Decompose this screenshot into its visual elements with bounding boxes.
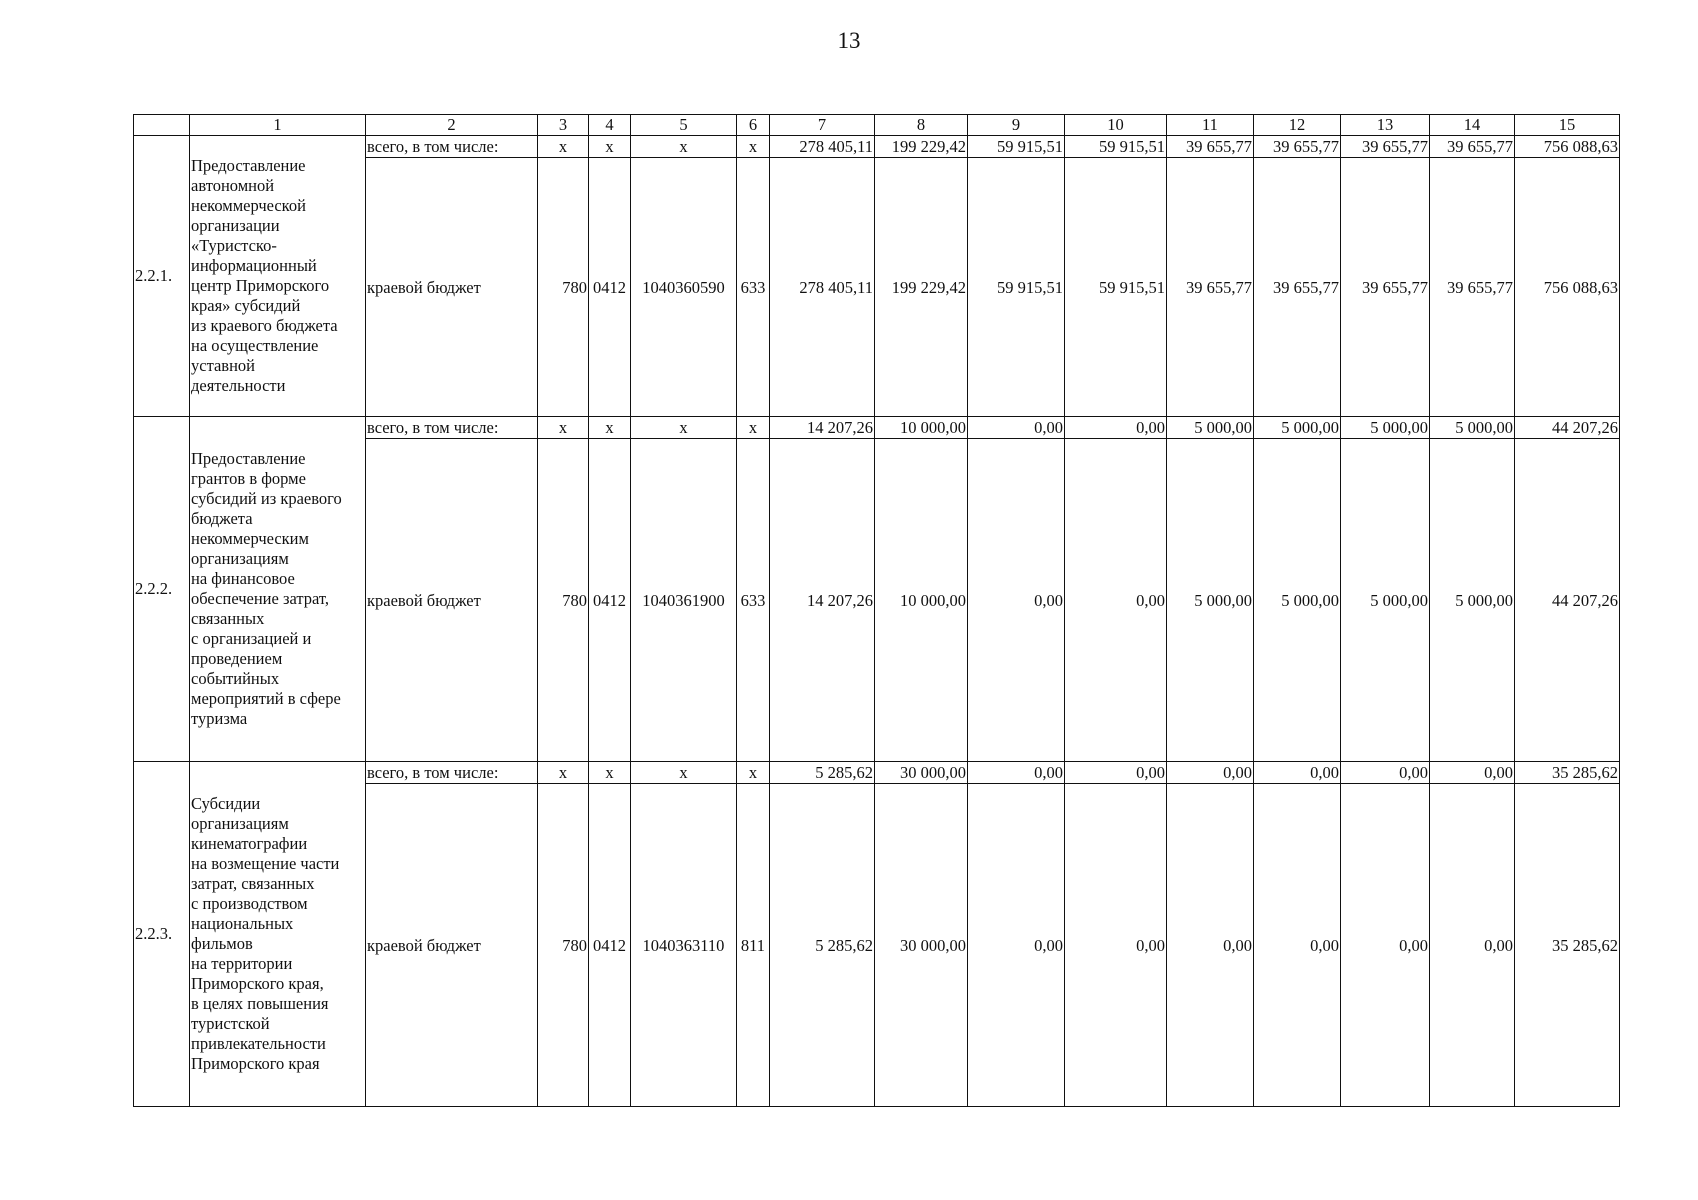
description-line: событийных [191, 669, 280, 688]
item-index: 2.2.2. [134, 417, 190, 762]
code-cell: 0412 [589, 784, 631, 1107]
description-line: Приморского края, [191, 974, 324, 993]
code-cell: 780 [538, 158, 589, 417]
description-line: бюджета [191, 509, 253, 528]
budget-label: краевой бюджет [366, 158, 538, 417]
description-line: организации [191, 216, 280, 235]
value-cell: 0,00 [968, 439, 1065, 762]
header-cell: 2 [366, 115, 538, 136]
code-cell: х [631, 417, 737, 439]
description-line: кинематографии [191, 834, 308, 853]
total-label: всего, в том числе: [366, 762, 538, 784]
description-line: в целях повышения [191, 994, 329, 1013]
header-cell: 8 [875, 115, 968, 136]
header-cell: 11 [1167, 115, 1254, 136]
value-cell: 10 000,00 [875, 439, 968, 762]
description-line: связанных [191, 609, 265, 628]
value-cell: 0,00 [1065, 762, 1167, 784]
description-line: центр Приморского [191, 276, 330, 295]
description-line: на осуществление [191, 336, 319, 355]
value-cell: 0,00 [1430, 784, 1515, 1107]
header-cell: 14 [1430, 115, 1515, 136]
header-cell [134, 115, 190, 136]
code-cell: х [538, 762, 589, 784]
code-cell: 0412 [589, 158, 631, 417]
code-cell: х [589, 136, 631, 158]
code-cell: 1040363110 [631, 784, 737, 1107]
description-line: с организацией и [191, 629, 312, 648]
description-line: информационный [191, 256, 317, 275]
value-cell: 59 915,51 [1065, 158, 1167, 417]
description-line: на возмещение части [191, 854, 340, 873]
value-cell: 14 207,26 [770, 417, 875, 439]
description-line: деятельности [191, 376, 286, 395]
value-cell: 0,00 [1341, 762, 1430, 784]
value-cell: 0,00 [1254, 784, 1341, 1107]
code-cell: х [631, 762, 737, 784]
code-cell: 633 [737, 439, 770, 762]
value-cell: 0,00 [1341, 784, 1430, 1107]
total-row [134, 136, 1620, 158]
total-row [134, 762, 1620, 784]
value-cell: 0,00 [1430, 762, 1515, 784]
value-cell: 5 285,62 [770, 762, 875, 784]
code-cell: 633 [737, 158, 770, 417]
description-line: субсидий из краевого [191, 489, 342, 508]
description-line: Приморского края [191, 1054, 320, 1073]
header-cell: 13 [1341, 115, 1430, 136]
item-group [134, 762, 1620, 1107]
value-cell: 5 000,00 [1430, 417, 1515, 439]
value-cell: 5 000,00 [1254, 439, 1341, 762]
item-index: 2.2.1. [134, 136, 190, 417]
description-line: уставной [191, 356, 256, 375]
description-line: туризма [191, 709, 248, 728]
value-cell: 5 000,00 [1341, 439, 1430, 762]
header-cell: 12 [1254, 115, 1341, 136]
item-index: 2.2.3. [134, 762, 190, 1107]
value-cell: 0,00 [1065, 784, 1167, 1107]
item-description [190, 417, 366, 762]
value-cell: 39 655,77 [1254, 136, 1341, 158]
value-cell: 0,00 [1065, 439, 1167, 762]
value-cell: 10 000,00 [875, 417, 968, 439]
description-line: края» субсидий [191, 296, 301, 315]
code-cell: 1040360590 [631, 158, 737, 417]
code-cell: 811 [737, 784, 770, 1107]
code-cell: х [538, 136, 589, 158]
value-cell: 756 088,63 [1515, 158, 1620, 417]
page-number: 13 [837, 28, 861, 53]
budget-label: краевой бюджет [366, 439, 538, 762]
value-cell: 278 405,11 [770, 136, 875, 158]
value-cell: 59 915,51 [968, 136, 1065, 158]
value-cell: 0,00 [1254, 762, 1341, 784]
description-line: организациям [191, 549, 289, 568]
description-line: туристской [191, 1014, 270, 1033]
description-line: проведением [191, 649, 283, 668]
value-cell: 5 285,62 [770, 784, 875, 1107]
value-cell: 39 655,77 [1167, 136, 1254, 158]
value-cell: 0,00 [968, 762, 1065, 784]
description-line: автономной [191, 176, 275, 195]
value-cell: 5 000,00 [1167, 417, 1254, 439]
value-cell: 199 229,42 [875, 136, 968, 158]
value-cell: 756 088,63 [1515, 136, 1620, 158]
header-cell: 15 [1515, 115, 1620, 136]
value-cell: 5 000,00 [1167, 439, 1254, 762]
code-cell: х [737, 762, 770, 784]
value-cell: 59 915,51 [1065, 136, 1167, 158]
value-cell: 39 655,77 [1341, 136, 1430, 158]
header-cell: 1 [190, 115, 366, 136]
code-cell: х [631, 136, 737, 158]
total-row [134, 417, 1620, 439]
value-cell: 30 000,00 [875, 784, 968, 1107]
total-label: всего, в том числе: [366, 417, 538, 439]
value-cell: 59 915,51 [968, 158, 1065, 417]
header-row [134, 115, 1620, 136]
value-cell: 44 207,26 [1515, 439, 1620, 762]
header-cell: 5 [631, 115, 737, 136]
value-cell: 39 655,77 [1167, 158, 1254, 417]
description-line: некоммерческим [191, 529, 309, 548]
value-cell: 0,00 [968, 417, 1065, 439]
description-line: Предоставление [191, 156, 306, 175]
description-line: Субсидии [191, 794, 261, 813]
description-line: некоммерческой [191, 196, 306, 215]
description-line: из краевого бюджета [191, 316, 338, 335]
description-line: фильмов [191, 934, 253, 953]
item-group [134, 417, 1620, 762]
item-description [190, 136, 366, 417]
description-line: грантов в форме [191, 469, 306, 488]
description-line: затрат, связанных [191, 874, 315, 893]
budget-label: краевой бюджет [366, 784, 538, 1107]
code-cell: х [737, 136, 770, 158]
description-line: организациям [191, 814, 289, 833]
value-cell: 0,00 [968, 784, 1065, 1107]
code-cell: х [737, 417, 770, 439]
value-cell: 278 405,11 [770, 158, 875, 417]
budget-table [133, 114, 1620, 1107]
description-line: «Туристско- [191, 236, 277, 255]
item-group [134, 136, 1620, 417]
header-cell: 7 [770, 115, 875, 136]
description-line: обеспечение затрат, [191, 589, 330, 608]
item-description [190, 762, 366, 1107]
value-cell: 39 655,77 [1254, 158, 1341, 417]
header-cell: 6 [737, 115, 770, 136]
code-cell: 1040361900 [631, 439, 737, 762]
value-cell: 39 655,77 [1430, 136, 1515, 158]
description-line: Предоставление [191, 449, 306, 468]
code-cell: х [538, 417, 589, 439]
description-line: национальных [191, 914, 294, 933]
value-cell: 39 655,77 [1430, 158, 1515, 417]
value-cell: 35 285,62 [1515, 784, 1620, 1107]
header-cell: 10 [1065, 115, 1167, 136]
value-cell: 0,00 [1167, 762, 1254, 784]
value-cell: 0,00 [1167, 784, 1254, 1107]
value-cell: 39 655,77 [1341, 158, 1430, 417]
code-cell: 0412 [589, 439, 631, 762]
code-cell: 780 [538, 784, 589, 1107]
description-line: с производством [191, 894, 308, 913]
code-cell: 780 [538, 439, 589, 762]
value-cell: 30 000,00 [875, 762, 968, 784]
value-cell: 5 000,00 [1341, 417, 1430, 439]
value-cell: 5 000,00 [1254, 417, 1341, 439]
value-cell: 44 207,26 [1515, 417, 1620, 439]
value-cell: 5 000,00 [1430, 439, 1515, 762]
description-line: на территории [191, 954, 293, 973]
value-cell: 199 229,42 [875, 158, 968, 417]
total-label: всего, в том числе: [366, 136, 538, 158]
value-cell: 14 207,26 [770, 439, 875, 762]
description-line: привлекательности [191, 1034, 326, 1053]
description-line: мероприятий в сфере [191, 689, 341, 708]
value-cell: 35 285,62 [1515, 762, 1620, 784]
description-line: на финансовое [191, 569, 295, 588]
header-cell: 3 [538, 115, 589, 136]
code-cell: х [589, 762, 631, 784]
header-cell: 9 [968, 115, 1065, 136]
code-cell: х [589, 417, 631, 439]
header-cell: 4 [589, 115, 631, 136]
value-cell: 0,00 [1065, 417, 1167, 439]
